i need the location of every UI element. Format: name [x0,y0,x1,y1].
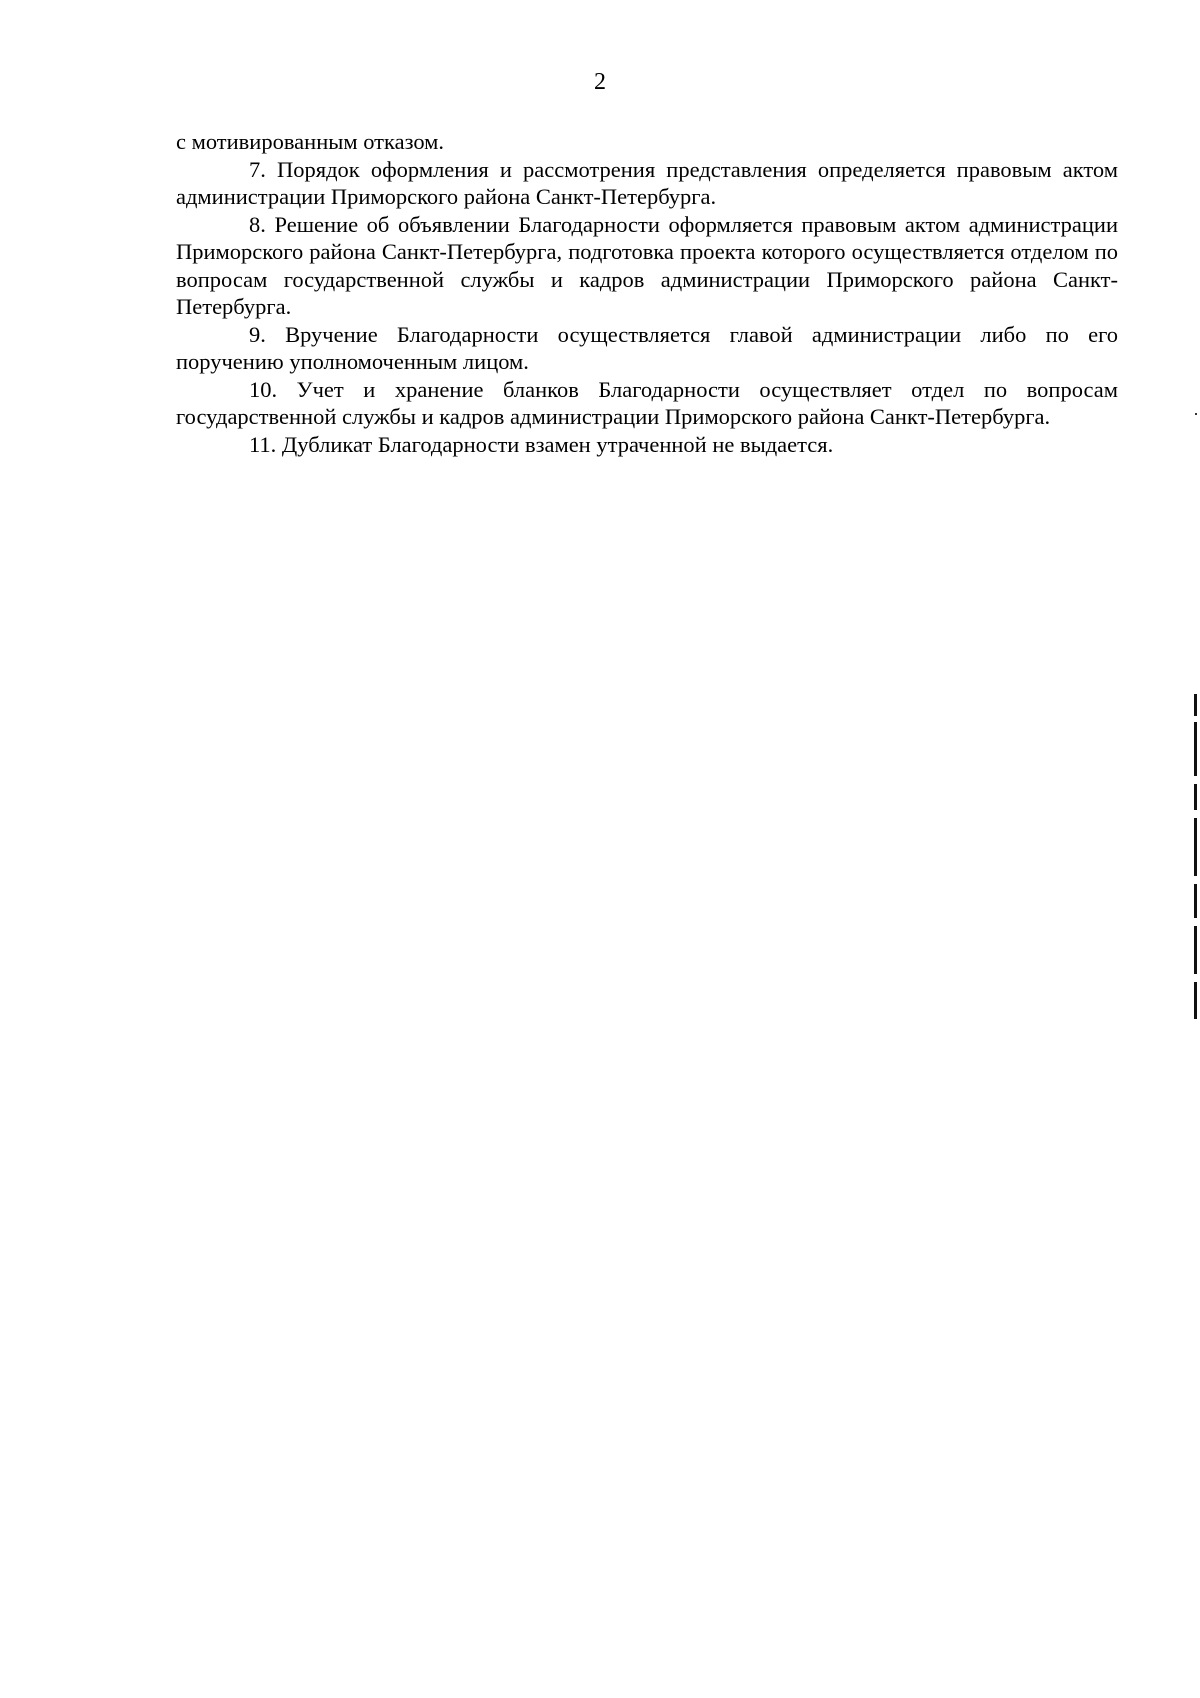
paragraph-continuation: с мотивированным отказом. [176,129,445,154]
scan-edge-mark [1194,926,1197,974]
scan-edge-mark [1194,818,1197,876]
paragraph-item-9: 9. Вручение Благодарности осуществляется главой администрации либо по его поручению уполномоченным лицом. [176,321,1118,374]
paragraph-item-8: 8. Решение об объявлении Благодарности оформляется правовым актом администрации Приморского района Санкт-Петербурга, подготовка проекта которого осуществляется отделом по вопросам государственной службы и кадров администрации Приморского района Санкт-Петербурга. [176,211,1118,319]
paragraph-item-11: 11. Дубликат Благодарности взамен утраченной не выдается. [249,431,834,457]
scan-edge-mark [1194,784,1197,810]
document-body [176,128,1118,458]
paragraph-item-10: 10. Учет и хранение бланков Благодарности осуществляет отдел по вопросам государственной службы и кадров администрации Приморского района Санкт-Петербурга. [176,376,1118,429]
page-number: 2 [594,69,606,95]
scan-speck [1195,413,1197,415]
paragraph-item-7: 7. Порядок оформления и рассмотрения представления определяется правовым актом администрации Приморского района Санкт-Петербурга. [176,156,1118,209]
scan-edge-marks [1194,694,1198,1019]
scan-edge-mark [1194,722,1197,776]
scan-edge-mark [1194,982,1197,1019]
scan-edge-mark [1194,884,1197,918]
scan-edge-mark [1194,694,1197,716]
